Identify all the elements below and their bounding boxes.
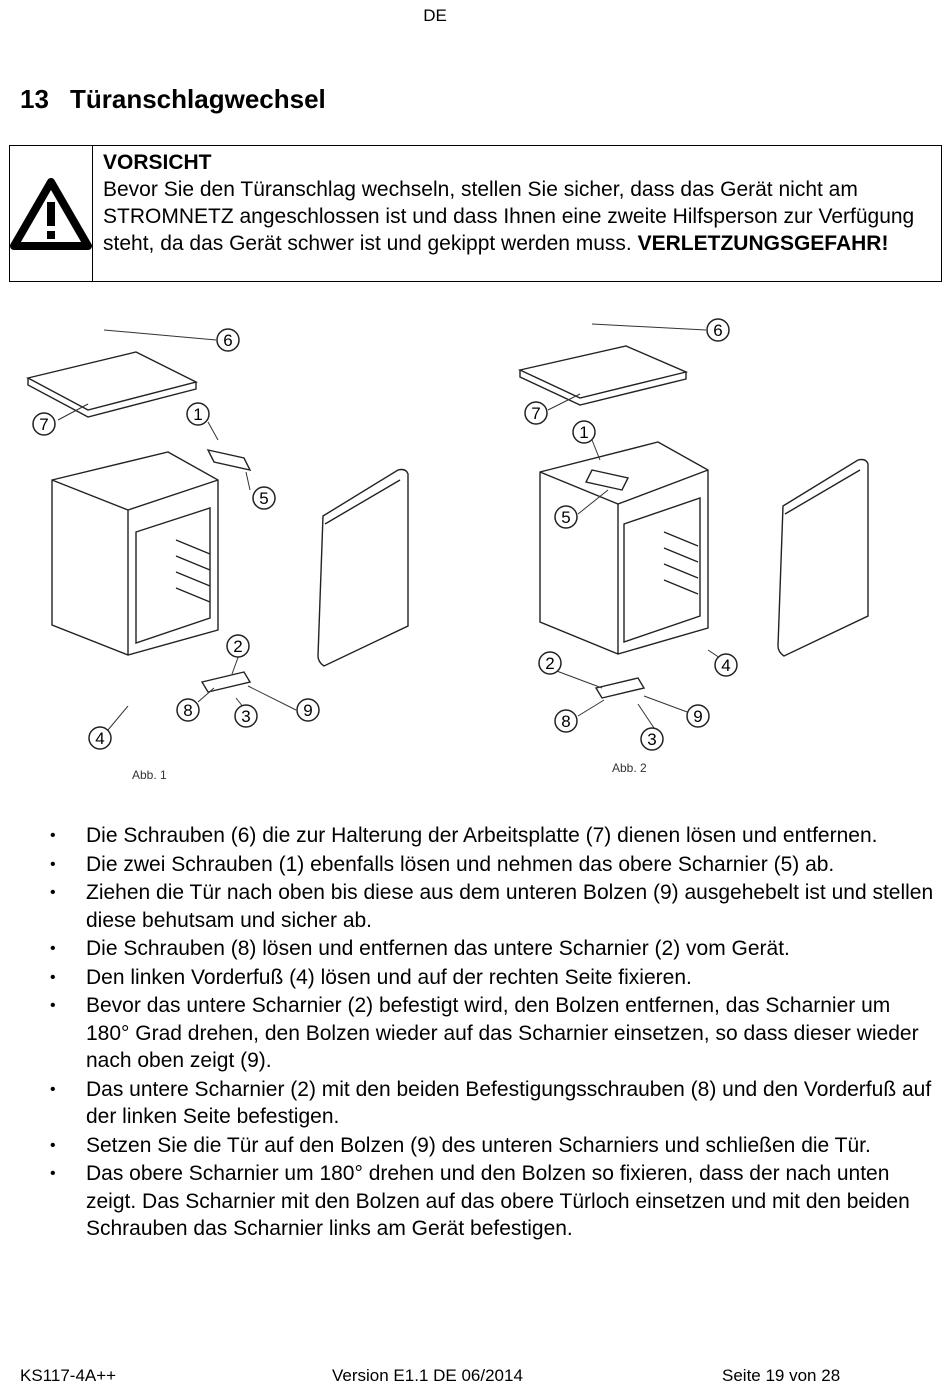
footer-model: KS117-4A++ [20, 1366, 117, 1385]
callout-7 [525, 402, 547, 424]
callout-6 [707, 319, 729, 341]
bullet-icon: • [50, 997, 56, 1014]
instruction-step [50, 879, 935, 934]
callout-label: 7 [39, 415, 49, 434]
bullet-icon: • [50, 855, 56, 873]
callout-5 [253, 487, 275, 509]
bullet-icon: • [50, 1136, 56, 1154]
figure-caption-left: Abb. 1 [132, 768, 167, 782]
callout-4 [715, 654, 737, 676]
instruction-step-text: Das obere Scharnier um 180° drehen und den Bolzen so fixieren, dass der nach unten zeigt. Das Scharnier mit den Bolzen auf das obere Türloch einsetzen und mit den beiden Schrauben das Scharnier links am Gerät befestigen. [86, 1162, 910, 1240]
caution-emphasis: VERLETZUNGSGEFAHR! [637, 232, 889, 255]
bullet-icon: • [50, 884, 56, 901]
callout-label: 8 [183, 701, 193, 720]
callout-label: 9 [303, 701, 313, 720]
callout-label: 5 [561, 508, 571, 527]
callout-label: 5 [259, 489, 269, 508]
instruction-list [50, 822, 935, 1244]
bullet-icon: • [50, 940, 56, 957]
instruction-step [50, 964, 935, 992]
page-language-label: DE [423, 6, 447, 25]
caution-title: VORSICHT [103, 151, 212, 174]
callout-label: 3 [647, 730, 657, 749]
instruction-step-text: Die zwei Schrauben (1) ebenfalls lösen und nehmen das obere Scharnier (5) ab. [86, 852, 835, 876]
callout-2 [227, 635, 249, 657]
figure-caption-right: Abb. 2 [612, 761, 647, 775]
callout-1 [573, 421, 595, 443]
instruction-step-text: Bevor das untere Scharnier (2) befestigt wird, den Bolzen entfernen, das Scharnier um 180° Grad drehen, den Bolzen wieder auf das Scharnier einsetzen, so dass dieser wieder nach oben zeigt (9). [86, 994, 919, 1072]
bullet-icon: • [50, 1080, 56, 1098]
callout-3 [641, 728, 663, 750]
section-heading [20, 84, 326, 115]
callout-7 [33, 413, 55, 435]
callout-label: 3 [241, 707, 251, 726]
footer-version: Version E1.1 DE 06/2014 [332, 1366, 523, 1385]
fridge-exploded-diagram [18, 310, 938, 790]
instruction-step [50, 851, 935, 879]
callout-label: 1 [579, 423, 589, 442]
section-title: Türanschlagwechsel [70, 84, 326, 114]
warning-triangle-icon [10, 178, 92, 250]
bullet-icon: • [50, 1165, 56, 1182]
instruction-step-text: Setzen Sie die Tür auf den Bolzen (9) des unteren Scharniers und schließen die Tür. [86, 1133, 871, 1157]
caution-body [103, 176, 931, 257]
caution-box [9, 145, 942, 282]
caution-body-text: Bevor Sie den Türanschlag wechseln, stellen Sie sicher, dass das Gerät nicht am STROMNETZ angeschlossen ist und dass Ihnen eine zweite Hilfsperson zur Verfügung steht, da das Gerät schwer ist und gekippt werden muss. [103, 178, 915, 255]
instruction-step-text: Den linken Vorderfuß (4) lösen und auf der rechten Seite fixieren. [86, 965, 692, 989]
section-number: 13 [20, 84, 49, 114]
instruction-step [50, 992, 935, 1075]
callout-5 [555, 506, 577, 528]
callout-label: 8 [561, 712, 571, 731]
instruction-step-text: Ziehen die Tür nach oben bis diese aus dem unteren Bolzen (9) ausgehebelt ist und stellen diese behutsam und sicher ab. [86, 881, 934, 932]
instruction-step-text: Die Schrauben (8) lösen und entfernen das untere Scharnier (2) vom Gerät. [86, 937, 790, 960]
instruction-step-text: Die Schrauben (6) die zur Halterung der Arbeitsplatte (7) dienen lösen und entfernen. [86, 824, 878, 847]
callout-8 [177, 699, 199, 721]
instruction-step [50, 1160, 935, 1243]
caution-text [93, 146, 941, 281]
footer-page-number: Seite 19 von 28 [722, 1366, 841, 1385]
callout-label: 6 [223, 331, 233, 350]
instruction-step [50, 1132, 935, 1160]
callout-label: 1 [193, 405, 203, 424]
callout-4 [89, 727, 111, 749]
callout-2 [539, 652, 561, 674]
door-reversal-illustration [18, 310, 938, 790]
instruction-step [50, 822, 935, 850]
instruction-step-text: Das untere Scharnier (2) mit den beiden Befestigungsschrauben (8) und den Vorderfuß auf der linken Seite befestigen. [86, 1077, 932, 1128]
instruction-step [50, 935, 935, 963]
callout-label: 2 [233, 637, 243, 656]
callout-label: 9 [693, 707, 703, 726]
callout-8 [555, 710, 577, 732]
callout-label: 4 [721, 656, 731, 675]
callout-1 [187, 403, 209, 425]
bullet-icon: • [50, 827, 56, 844]
callout-label: 6 [713, 321, 723, 340]
callout-9 [687, 705, 709, 727]
bullet-icon: • [50, 968, 56, 986]
callout-3 [235, 705, 257, 727]
caution-icon-cell [10, 146, 93, 281]
instruction-step [50, 1076, 935, 1131]
callout-label: 7 [531, 404, 541, 423]
callout-9 [297, 699, 319, 721]
callout-label: 4 [95, 729, 105, 748]
callout-6 [217, 329, 239, 351]
callout-label: 2 [545, 654, 555, 673]
